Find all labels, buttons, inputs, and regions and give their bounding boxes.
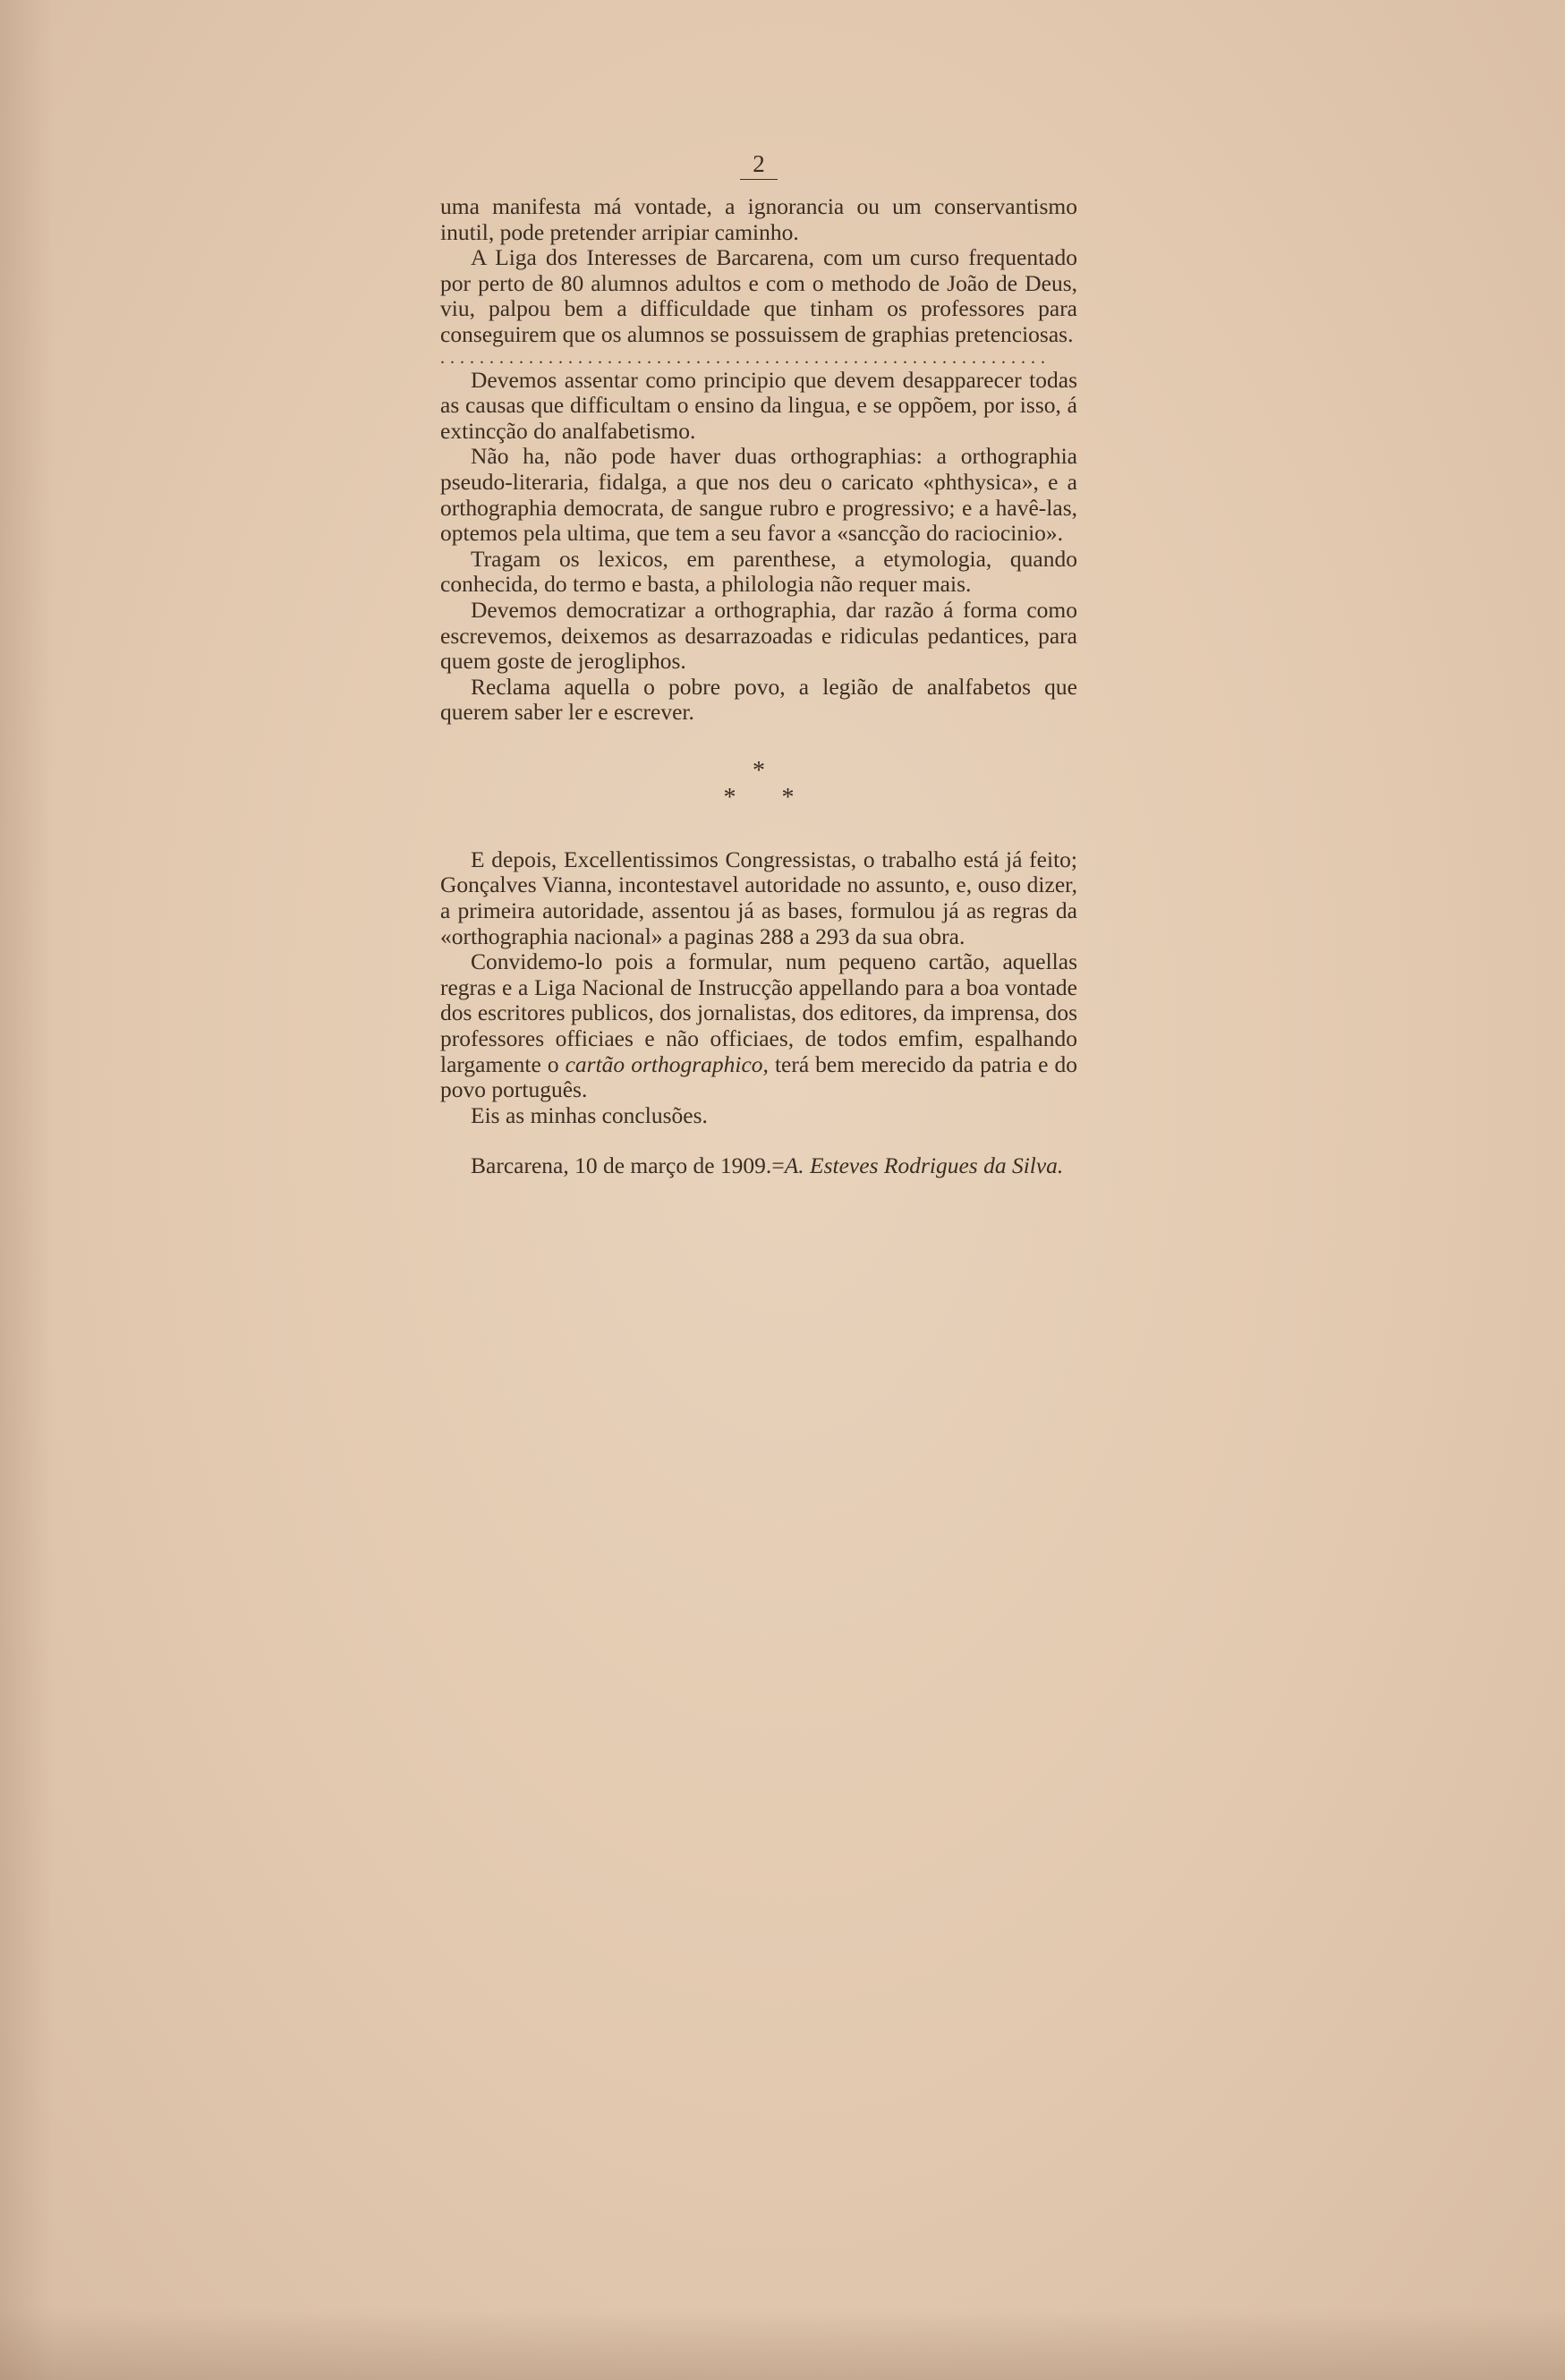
paragraph-democratizar: Devemos democratizar a orthographia, dar razão á forma como escrevemos, deixemos as desarrazoadas e ridiculas pedantices, para quem goste de jerogliphos. <box>440 596 1077 675</box>
paragraph-convidemo-lo-text: Convidemo-lo pois a formular, num pequeno cartão, aquellas regras e a Liga Nacional de Instrucção appellando para a boa vontade dos escritores publicos, dos jornalistas, dos editores, da imprensa, dos professores officiaes e não officiaes, de todos emfim, espalhando largamente o <box>440 948 1077 1077</box>
signature-separator: = <box>771 1152 785 1179</box>
signature-spacer <box>440 1128 1077 1153</box>
paragraph-lexicos: Tragam os lexicos, em parenthese, a etymologia, quando conhecida, do termo e basta, a philologia não requer mais. <box>440 545 1077 598</box>
page-number-text: 2 <box>740 150 778 180</box>
paragraph-duas-orthographias: Não ha, não pode haver duas orthographias: a orthographia pseudo-literaria, fidalga, a que nos deu o caricato «phthysica», e a orthographia democrata, de sangue rubro e progressivo; e a havê-las, optemos pela ultima, que tem a seu favor a «sancção do raciocinio». <box>440 443 1077 547</box>
paragraph-conclusoes: Eis as minhas conclusões. <box>471 1101 708 1128</box>
signature-line <box>440 1153 1077 1179</box>
paragraph-e-depois: E depois, Excellentissimos Congressistas, o trabalho está já feito; Gonçalves Vianna, incontestavel autoridade no assunto, e, ouso dizer, a primeira autoridade, assentou já as bases, formulou já as regras da «orthographia nacional» a paginas 288 a 293 da sua obra. <box>440 846 1077 949</box>
paragraph-convidemo-lo <box>440 949 1077 1103</box>
dotted-separator: .............................................................. <box>440 347 1050 368</box>
asterism-right-star: * <box>781 783 795 812</box>
paragraph-convidemo-lo-end: terá bem merecido da patria e do povo português. <box>440 1050 1077 1103</box>
asterism-bottom-row <box>440 785 1077 812</box>
signature-place-date: Barcarena, 10 de março de 1909. <box>471 1152 772 1179</box>
paragraph-reclama: Reclama aquella o pobre povo, a legião de analfabetos que querem saber ler e escrever. <box>440 673 1077 726</box>
paragraph-opening: uma manifesta má vontade, a ignorancia ou um conservantismo inutil, pode pretender arripiar caminho. <box>440 193 1077 245</box>
asterism-top-star: * <box>753 756 765 785</box>
paragraph-liga-barcarena: A Liga dos Interesses de Barcarena, com um curso frequentado por perto de 80 alumnos adultos e com o methodo de João de Deus, viu, palpou bem a difficuldade que tinham os professores para conseguirem que os alumnos se possuissem de graphias pretenciosas. <box>440 244 1077 347</box>
asterism-left-star: * <box>723 783 736 812</box>
page-edge-shadow-bottom <box>0 2308 1565 2380</box>
document-body <box>440 150 1077 1179</box>
paragraph-principio: Devemos assentar como principio que devem desapparecer todas as causas que difficultam o ensino da lingua, e se oppõem, por isso, á extincção do analfabetismo. <box>440 366 1077 444</box>
signature-author: A. Esteves Rodrigues da Silva. <box>784 1152 1064 1179</box>
cartao-orthographico-italic: cartão orthographico, <box>565 1050 769 1077</box>
page-number <box>440 150 1077 180</box>
asterism-section-break <box>440 758 1077 812</box>
page-edge-shadow-left <box>0 0 54 2380</box>
